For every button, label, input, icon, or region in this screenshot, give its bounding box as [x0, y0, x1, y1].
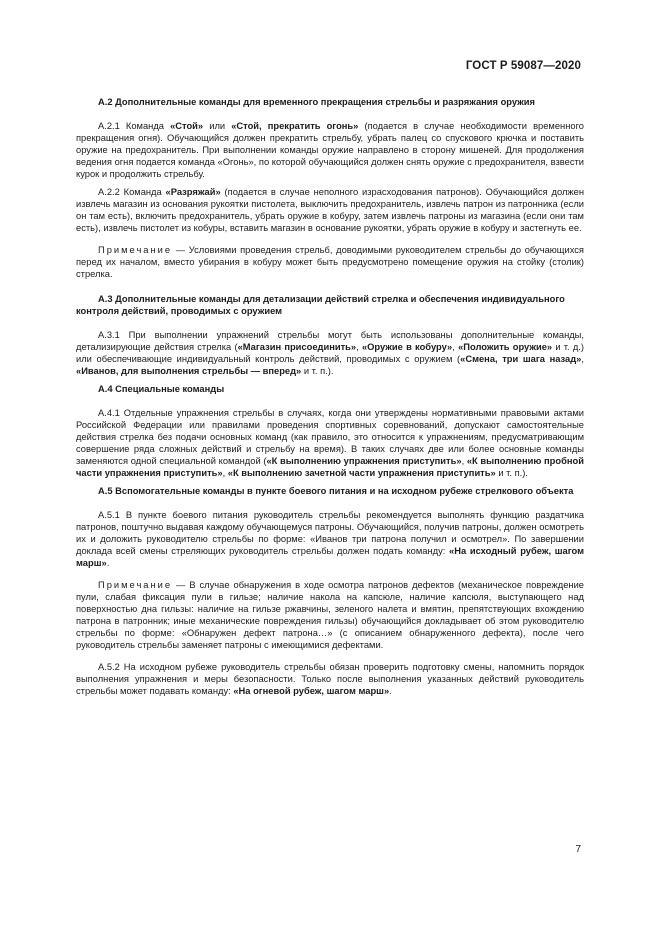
text-run: , — [461, 456, 467, 466]
command-text: «Разряжай» — [165, 187, 221, 197]
text-run: , — [222, 468, 228, 478]
paragraph-a3-1 — [76, 329, 584, 377]
paragraph-a5-1 — [76, 509, 584, 569]
text-run: (подается в случае необходимости временного прекращения огня). Обучающийся должен прекратить стрельбу, убрать палец со спускового крючка и поставить оружие на предохранитель. При выполнении команды оружие направлено в сторону мишеней. Для продолжения ведения огня подается команда «Огонь», по которой обучающийся должен снять оружие с предохранителя, взвести курок и продолжить стрельбу. — [76, 121, 584, 179]
text-run: , — [452, 342, 459, 352]
note-label: Примечание — [98, 580, 173, 590]
command-text: «Стой» — [170, 121, 204, 131]
command-text: «Смена, три шага назад» — [460, 354, 582, 364]
command-text: «К выполнению упражнения приступить» — [266, 456, 462, 466]
section-heading-a5: А.5 Вспомогательные команды в пункте боевого питания и на исходном рубеже стрелкового объекта — [98, 486, 574, 496]
text-run: или — [203, 121, 232, 131]
text-run: А.4.1 Отдельные упражнения стрельбы в случаях, когда они утверждены нормативными правовыми актами Российской Федерации или правилами проведения спортивных соревнований, допускают самостоятельные действия стрелка без подачи основных команд (как правило, это относится к упражнениям, предусматривающим совершение ряда сложных действий и стрельбу на время). В таких случаях две или более основные команды заменяются одной специальной командой ( — [76, 408, 584, 466]
text-run: А.2.1 Команда — [98, 121, 171, 131]
note-text: — Условиями проведения стрельб, доводимыми руководителем стрельбы до обучающихся перед их началом, вместо убирания в кобуру может быть предусмотрено помещение оружия на стойку (столик) стрелка. — [76, 245, 584, 279]
note-a2 — [76, 244, 584, 280]
note-text: — В случае обнаружения в ходе осмотра патронов дефектов (механическое повреждение пули, слабая фиксация пули в гильзе; наличие накола на капсюле, наличие капсюля, выступающего над поверхностью дна гильзы: наличие на гильзе ржавчины, зеленого налета и вмятин, препятствующих вхождению патрона в патронник; иные механические повреждения гильзы) обучающийся докладывает об этом руководителю стрельбы по форме: «Обнаружен дефект патрона…» (с описанием обнаруженного дефекта), после чего руководитель стрельбы заменяет патроны с имеющимися дефектами. — [76, 580, 584, 650]
command-text: «К выполнению зачетной части упражнения приступить» — [227, 468, 496, 478]
command-text: «Положить оружие» — [458, 342, 553, 352]
command-text: «Магазин присоединить» — [237, 342, 357, 352]
text-run: (подается в случае неполного израсходования патронов). Обучающийся должен извлечь магазин из основания рукоятки пистолета, выключить предохранитель, извлечь патрон из патронника (если он там есть), включить предохранитель, убрать оружие в кобуру, затем извлечь патроны из магазина (если они там есть), извлечь пистолет из кобуры, вставить магазин в основание рукоятки, убрать оружие в кобуру и застегнуть ее. — [76, 187, 584, 233]
paragraph-a2-2 — [76, 186, 584, 234]
text-run: А.5.2 На исходном рубеже руководитель стрельбы обязан проверить подготовку смены, напомнить порядок выполнения упражнения и меры безопасности. Только после выполнения указанных действий руководитель стрельбы может подавать команду: — [76, 662, 584, 696]
text-run: А.3.1 При выполнении упражнений стрельбы могут быть использованы дополнительные команды, детализирующие действия стрелка ( — [76, 330, 584, 352]
section-heading-a4: А.4 Специальные команды — [98, 384, 225, 394]
paragraph-a5-2 — [76, 661, 584, 697]
text-run: , — [581, 354, 584, 364]
text-run: А.5.1 В пункте боевого питания руководитель стрельбы рекомендуется выполнять функцию раздатчика патронов, поштучно выдавая каждому обучающемуся патроны. Обучающийся, получив патроны, должен осмотреть их и доложить руководителю стрельбы по форме: «Иванов три патрона получил и осмотрел». По завершении доклада всей смены стреляющих руководитель стрельбы должен подать команду: — [76, 510, 584, 556]
command-text: «Стой, прекратить огонь» — [231, 121, 359, 131]
text-run: , — [356, 342, 362, 352]
paragraph-a2-1 — [76, 120, 584, 180]
text-run: А.2.2 Команда — [98, 187, 166, 197]
text-run: и т. д.) или обеспечивающие индивидуальный контроль действий, проводимых с оружием ( — [76, 342, 585, 364]
command-text: «Иванов, для выполнения стрельбы — вперед» — [76, 366, 302, 376]
note-label: Примечание — [98, 245, 173, 255]
paragraph-a4-1 — [76, 407, 584, 479]
document-code: ГОСТ Р 59087—2020 — [465, 60, 581, 72]
section-heading-a3: А.3 Дополнительные команды для детализации действий стрелка и обеспечения индивидуального контроля действий, проводимых с оружием — [76, 294, 565, 316]
text-run: . — [389, 686, 392, 696]
note-a5 — [76, 579, 584, 651]
command-text: «Оружие в кобуру» — [361, 342, 453, 352]
text-run: и т. п.). — [495, 468, 528, 478]
command-text: «На исходный рубеж, шагом марш» — [76, 546, 584, 568]
text-run: и т. п.). — [301, 366, 334, 376]
page-number: 7 — [575, 844, 581, 855]
document-body — [76, 96, 584, 697]
text-run: . — [106, 558, 110, 568]
command-text: «К выполнению пробной части упражнения приступить» — [76, 456, 584, 478]
section-heading-a2: А.2 Дополнительные команды для временного прекращения стрельбы и разряжания оружия — [98, 97, 535, 107]
command-text: «На огневой рубеж, шагом марш» — [233, 686, 390, 696]
